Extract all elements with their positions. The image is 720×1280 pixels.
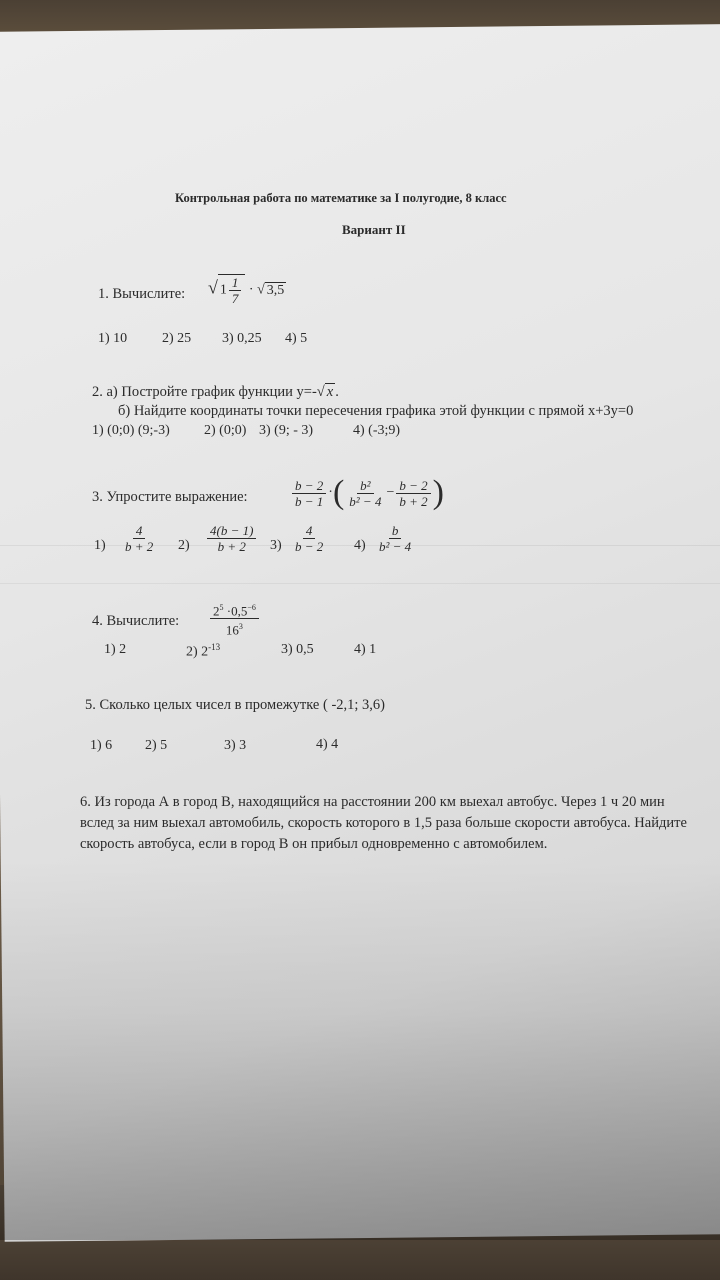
q2-answer-3: 3) (9; - 3): [259, 423, 314, 438]
q4-answer-1: 1) 2: [104, 642, 127, 657]
q5-text: 5. Сколько целых чисел в промежутке ( -2,1; 3,6): [85, 697, 386, 713]
q2-part-b: б) Найдите координаты точки пересечения графика этой функции с прямой x+3y=0: [118, 403, 634, 419]
q5-answer-3: 3) 3: [224, 738, 247, 753]
q1-answer-3: 3) 0,25: [222, 331, 262, 346]
q6-text: 6. Из города А в город В, находящийся на расстоянии 200 км выехал автобус. Через 1 ч 20 мин вслед за ним выехал автомобиль, скорость которого в 1,5 раза больше скорости автобуса. Найдите скорость автобуса, если в город В он прибыл одновременно с автомобилем.: [80, 794, 687, 852]
q3-answer-4-frac: $\frac{b}{\text{b² − 4}}$: [379, 523, 412, 554]
q4-label: 4. Вычислите:: [92, 613, 180, 629]
q3-answer-1-frac: $\frac{4}{b + 2}$: [125, 523, 154, 554]
q2-answer-2: 2) (0;0): [204, 423, 247, 438]
q2-sqrt-x: x: [326, 384, 334, 400]
variant-label: Вариант II: [342, 222, 406, 237]
q1-expression: √ 1 $\frac{1}{7}$ · √ 3,5: [208, 275, 285, 306]
q1-answer-1: 1) 10: [98, 331, 128, 346]
test-sheet: [0, 24, 720, 1242]
q4-answer-2: 2) $2^{-13}$: [186, 642, 221, 660]
q1-answer-2: 2) 25: [162, 331, 192, 346]
q2-answer-4: 4) (-3;9): [353, 423, 401, 438]
q3-expression: $\frac{b - 2}{b - 1}$ ·( $\frac{\text{b²}}{\text{b² − 4}}$ − $\frac{b - 2}{b + 2}$ ): [290, 476, 444, 510]
q5-answer-1: 1) 6: [90, 738, 113, 753]
q3-answer-2-frac: $\frac{4(b - 1)}{b + 2}$: [205, 523, 258, 554]
paper-fold: [0, 583, 720, 584]
q5-answer-4: 4) 4: [316, 737, 339, 752]
test-title: Контрольная работа по математике за I полугодие, 8 класс: [175, 191, 507, 205]
q4-answer-3: 3) 0,5: [281, 642, 314, 657]
q3-answer-3-frac: $\frac{4}{b - 2}$: [295, 523, 324, 554]
q3-answer-1: 1): [94, 538, 106, 553]
q2-part-a-text: 2. а) Постройте график функции y=-: [92, 384, 317, 400]
q4-expression: $\frac{2^5 \cdot 0,5^{-6}}{16^3}$: [208, 600, 261, 638]
q1-label: 1. Вычислите:: [98, 286, 186, 302]
q2-part-a: 2. а) Постройте график функции y=-√ x .: [92, 384, 339, 400]
q4-answer-4: 4) 1: [354, 642, 377, 657]
q2-part-a-end: .: [335, 384, 339, 400]
q3-answer-4: 4): [354, 538, 366, 553]
q2-answer-1: 1) (0;0) (9;-3): [92, 423, 170, 438]
q3-answer-3: 3): [270, 538, 282, 553]
q1-answer-4: 4) 5: [285, 331, 308, 346]
q3-label: 3. Упростите выражение:: [92, 489, 248, 505]
q5-answer-2: 2) 5: [145, 738, 168, 753]
q4-answer-2-label: 2): [186, 644, 198, 660]
q3-answer-2: 2): [178, 538, 190, 553]
